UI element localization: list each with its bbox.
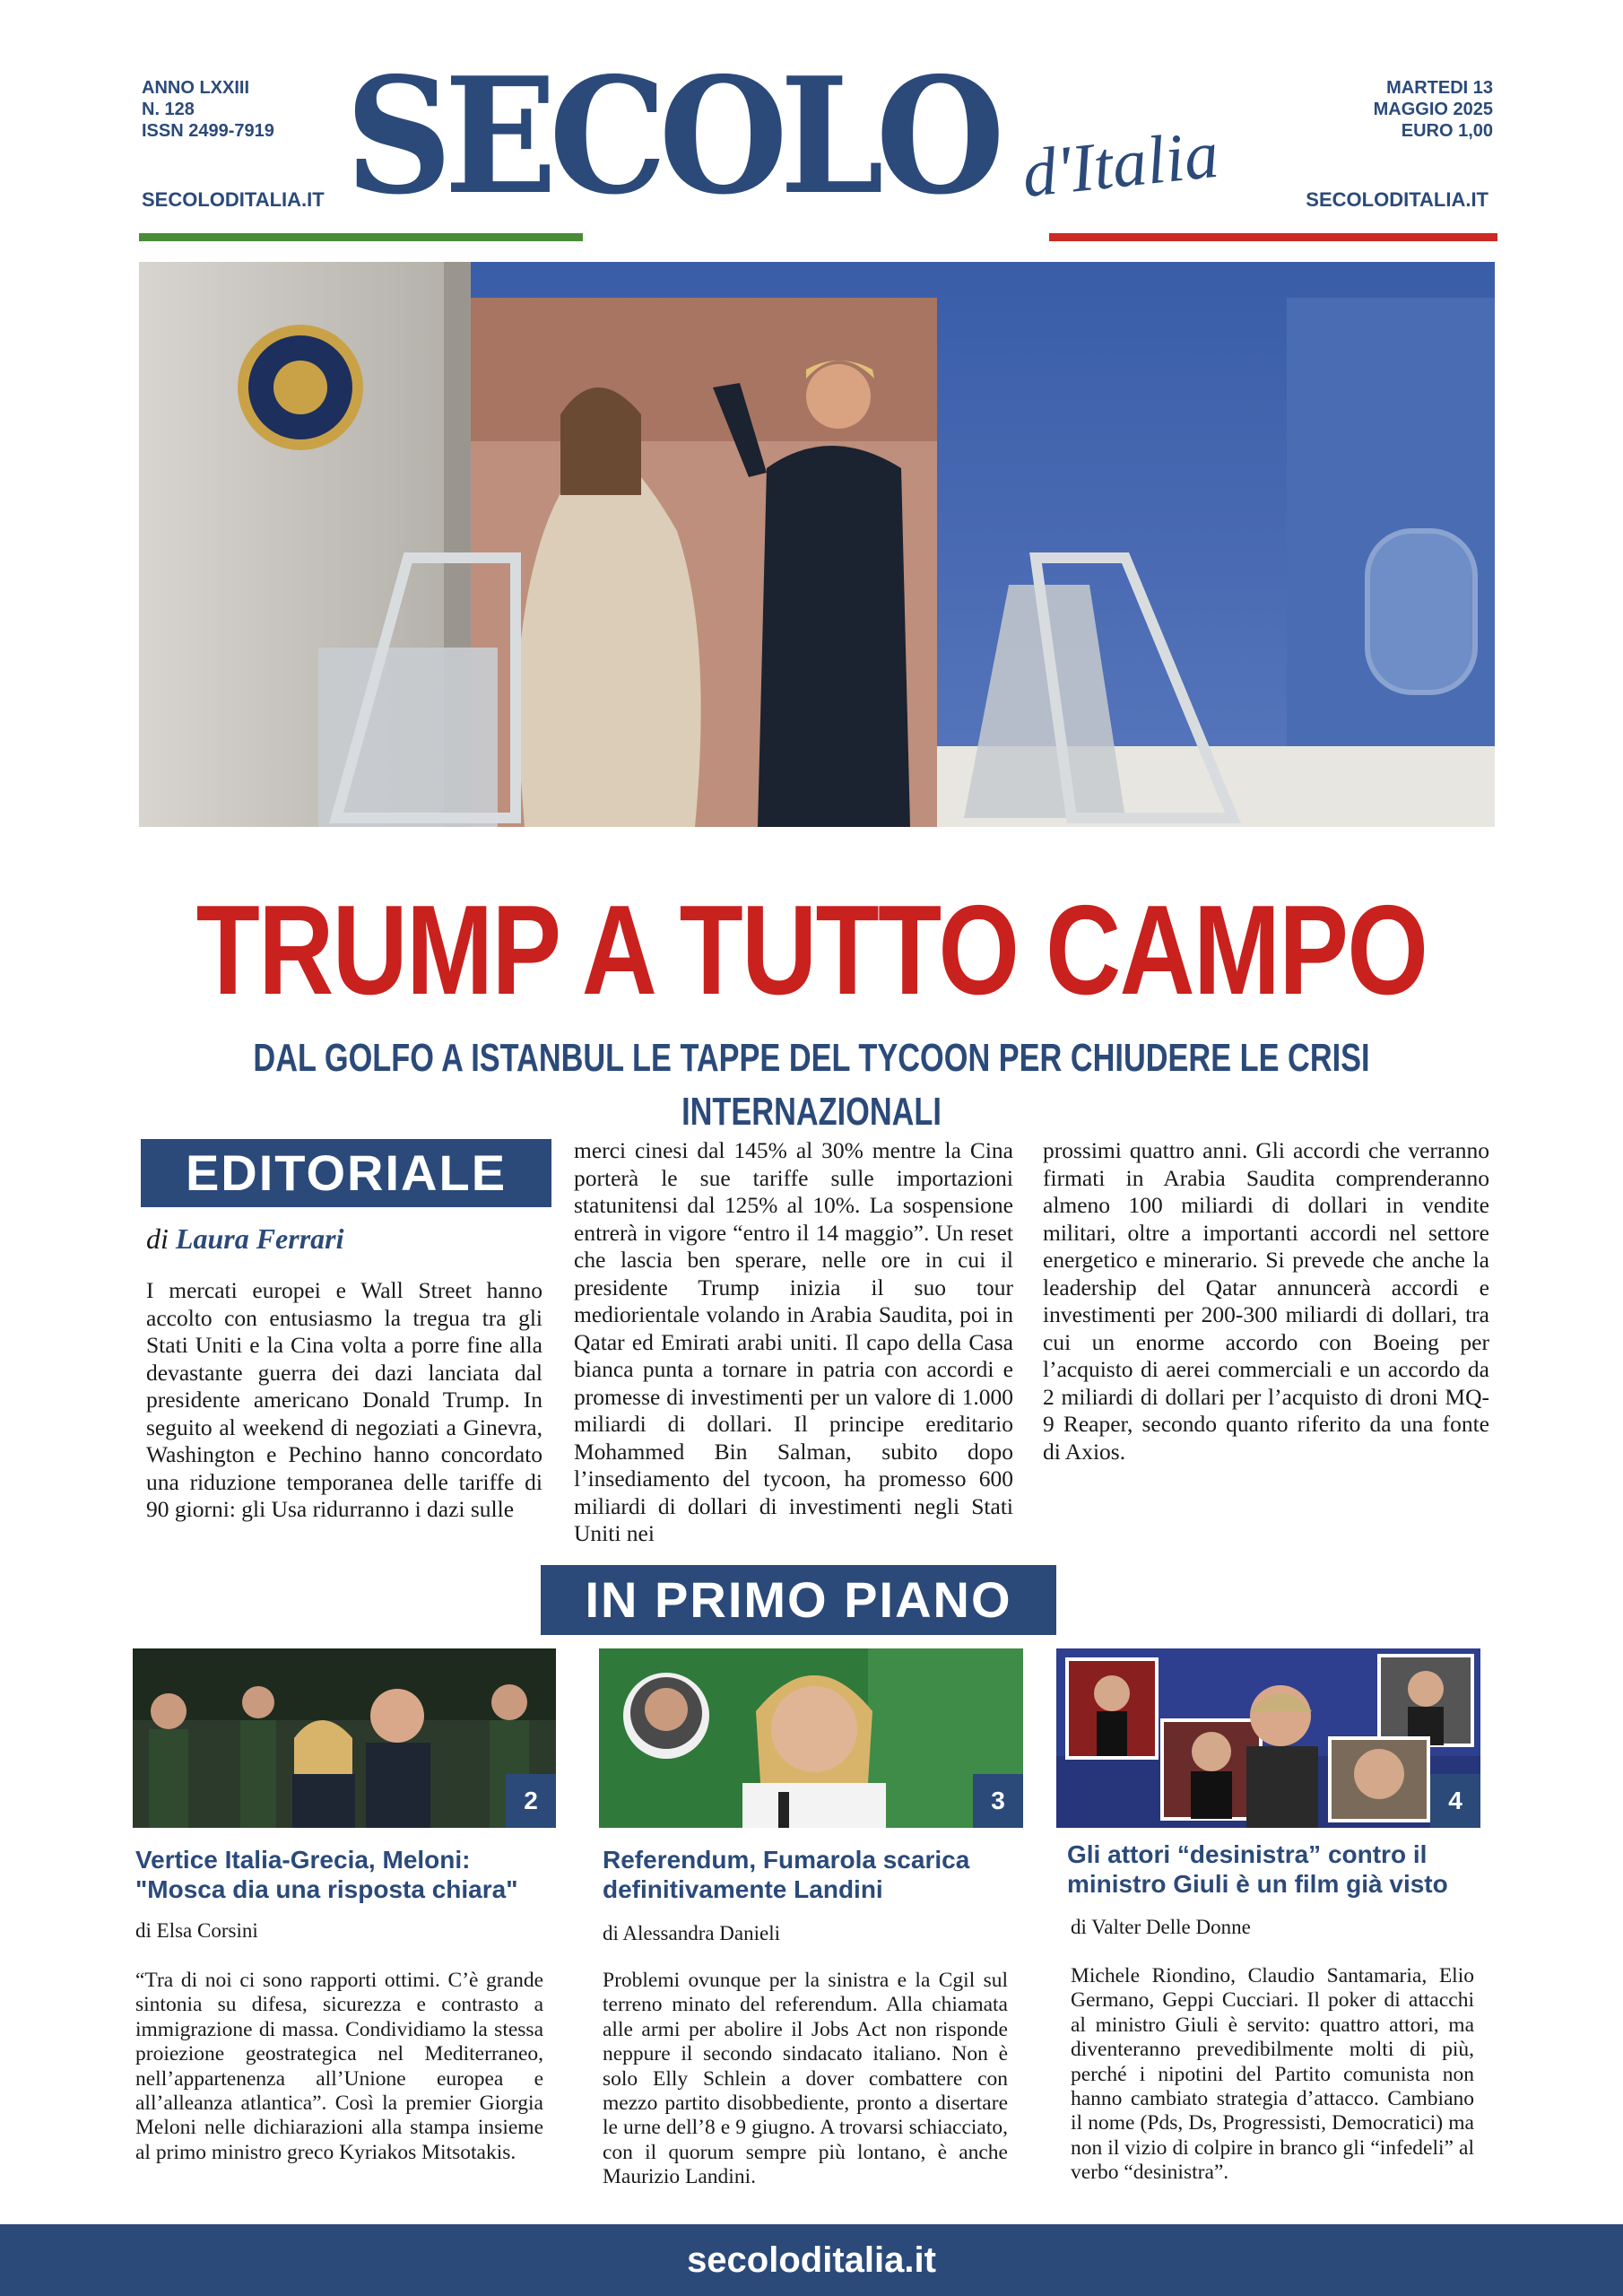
issue-weekday: MARTEDI 13: [1386, 78, 1493, 98]
flag-bar-red: [1049, 233, 1497, 241]
editorial-author: Laura Ferrari: [175, 1222, 344, 1255]
cover-headline: TRUMP A TUTTO CAMPO: [195, 879, 1428, 1022]
card-1-by-prefix: di: [135, 1919, 152, 1942]
card-2-by-prefix: di: [603, 1922, 619, 1944]
site-link-left[interactable]: SECOLODITALIA.IT: [142, 188, 325, 211]
issue-date-info: [1374, 77, 1493, 142]
primo-piano-label: IN PRIMO PIANO: [541, 1565, 1056, 1635]
editorial-by-prefix: di: [146, 1222, 169, 1255]
issue-month: MAGGIO 2025: [1373, 100, 1493, 119]
issue-number: N. 128: [142, 100, 195, 119]
issn: ISSN 2499-7919: [142, 121, 274, 141]
issue-year: ANNO LXXIII: [142, 78, 250, 98]
issue-info: [142, 77, 274, 142]
editorial-label: EDITORIALE: [141, 1139, 551, 1207]
editorial-byline: [146, 1222, 343, 1256]
editorial-column-3: prossimi quattro anni. Gli accordi che verranno firmati in Arabia Saudita comprenderanno almeno 100 miliardi di dollari in vendite militari, oltre a importanti accordi nel settore energetico e minerario. Si prevede che anche la leadership del Qatar annuncerà accordi e investimenti per 200-300 miliardi di dollari, tra cui un enorme accordo con Boeing per l’acquisto di aerei commerciali e un accordo da 2 miliardi di dollari per l’acquisto di droni MQ-9 Reaper, secondo quanto riferito da una fonte di Axios.: [1043, 1137, 1489, 1465]
card-2-byline: [603, 1922, 780, 1945]
card-1-title[interactable]: Vertice Italia-Grecia, Meloni: "Mosca dia una risposta chiara": [135, 1846, 518, 1903]
card-3-author: Valter Delle Donne: [1091, 1916, 1251, 1938]
site-link-right[interactable]: SECOLODITALIA.IT: [1306, 188, 1488, 211]
card-1-photo[interactable]: [133, 1648, 556, 1828]
masthead-title: SECOLO: [345, 42, 997, 230]
editorial-column-2: merci cinesi dal 145% al 30% mentre la Cina porterà le sue tariffe sulle importazioni statunitensi dal 125% al 10%. La sospensione entrerà in vigore “entro il 14 maggio”. Un reset che lascia ben sperare, nelle ore in cui il presidente Trump inizia il suo tour mediorientale volando in Arabia Saudita, poi in Qatar ed Emirati arabi uniti. Il capo della Casa bianca punta a tornare in patria con accordi e promesse di investimenti per un valore di 1.000 miliardi di dollari. Il principe ereditario Mohammed Bin Salman, subito dopo l’insediamento del tycoon, ha promesso 600 miliardi di dollari di investimenti negli Stati Uniti nei: [574, 1137, 1013, 1546]
card-3-text: Michele Riondino, Claudio Santamaria, Elio Germano, Geppi Cucciari. Il poker di attacchi al ministro Giuli è servito: quattro attori, ma diventeranno prevedibilmente molti di più, perché i nipotini del Partito comunista non hanno cambiato strategia d’attacco. Cambiano il nome (Pds, Ds, Progressisti, Democratici) ma non il vizio di colpire in branco gli “infedeli” al verbo “desinistra”.: [1071, 1964, 1474, 2185]
card-2-author: Alessandra Danieli: [622, 1922, 781, 1944]
card-3-byline: [1071, 1916, 1251, 1939]
card-3-photo[interactable]: [1056, 1648, 1480, 1828]
cover-subheadline: DAL GOLFO A ISTANBUL LE TAPPE DEL TYCOON PER CHIUDERE LE CRISI INTERNAZIONALI: [253, 1036, 1370, 1134]
footer-site-link[interactable]: secoloditalia.it: [0, 2224, 1623, 2296]
card-1-text: “Tra di noi ci sono rapporti ottimi. C’è grande sintonia su difesa, sicurezza e contrasto a immigrazione di massa. Condividiamo la stessa proiezione geostrategica nel Mediterraneo, nell’appartenenza all’Unione europea e all’alleanza atlantica”. Così la premier Giorgia Meloni nelle dichiarazioni alla stampa insieme al primo ministro greco Kyriakos Mitsotakis.: [135, 1969, 543, 2164]
editorial-column-1: I mercati europei e Wall Street hanno accolto con entusiasmo la tregua tra gli Stati Uniti e la Cina volta a porre fine alla devastante guerra dei dazi lanciata dal presidente americano Donald Trump. In seguito al weekend di negoziati a Ginevra, Washington e Pechino hanno concordato una riduzione temporanea delle tariffe di 90 giorni: gli Usa ridurranno i dazi sulle: [146, 1277, 542, 1522]
card-2-text: Problemi ovunque per la sinistra e la Cgil sul terreno minato del referendum. Alla chiamata alle armi per abolire il Jobs Act non risponde neppure il secondo sindacato italiano. Non è solo Elly Schlein a dover combattere con mezzo partito disobbediente, pronto a disertare le urne dell’8 e 9 giugno. A trovarsi schiacciato, con il quorum sempre più lontano, è anche Maurizio Landini.: [603, 1969, 1008, 2189]
masthead-subtitle: d'Italia: [1019, 116, 1222, 213]
card-2-page-badge: 3: [973, 1774, 1023, 1828]
card-2-title[interactable]: Referendum, Fumarola scarica definitivamente Landini: [603, 1846, 970, 1903]
card-1-byline: [135, 1919, 258, 1943]
hero-photo: [139, 262, 1495, 827]
card-3-by-prefix: di: [1071, 1916, 1087, 1938]
card-2-photo[interactable]: [599, 1648, 1023, 1828]
card-3-title[interactable]: Gli attori “desinistra” contro il ministro Giuli è un film già visto: [1067, 1840, 1448, 1898]
flag-bar-green: [139, 233, 583, 241]
card-1-page-badge: 2: [506, 1774, 556, 1828]
card-1-author: Elsa Corsini: [156, 1919, 258, 1942]
card-3-page-badge: 4: [1430, 1774, 1480, 1828]
issue-price: EURO 1,00: [1401, 121, 1493, 141]
